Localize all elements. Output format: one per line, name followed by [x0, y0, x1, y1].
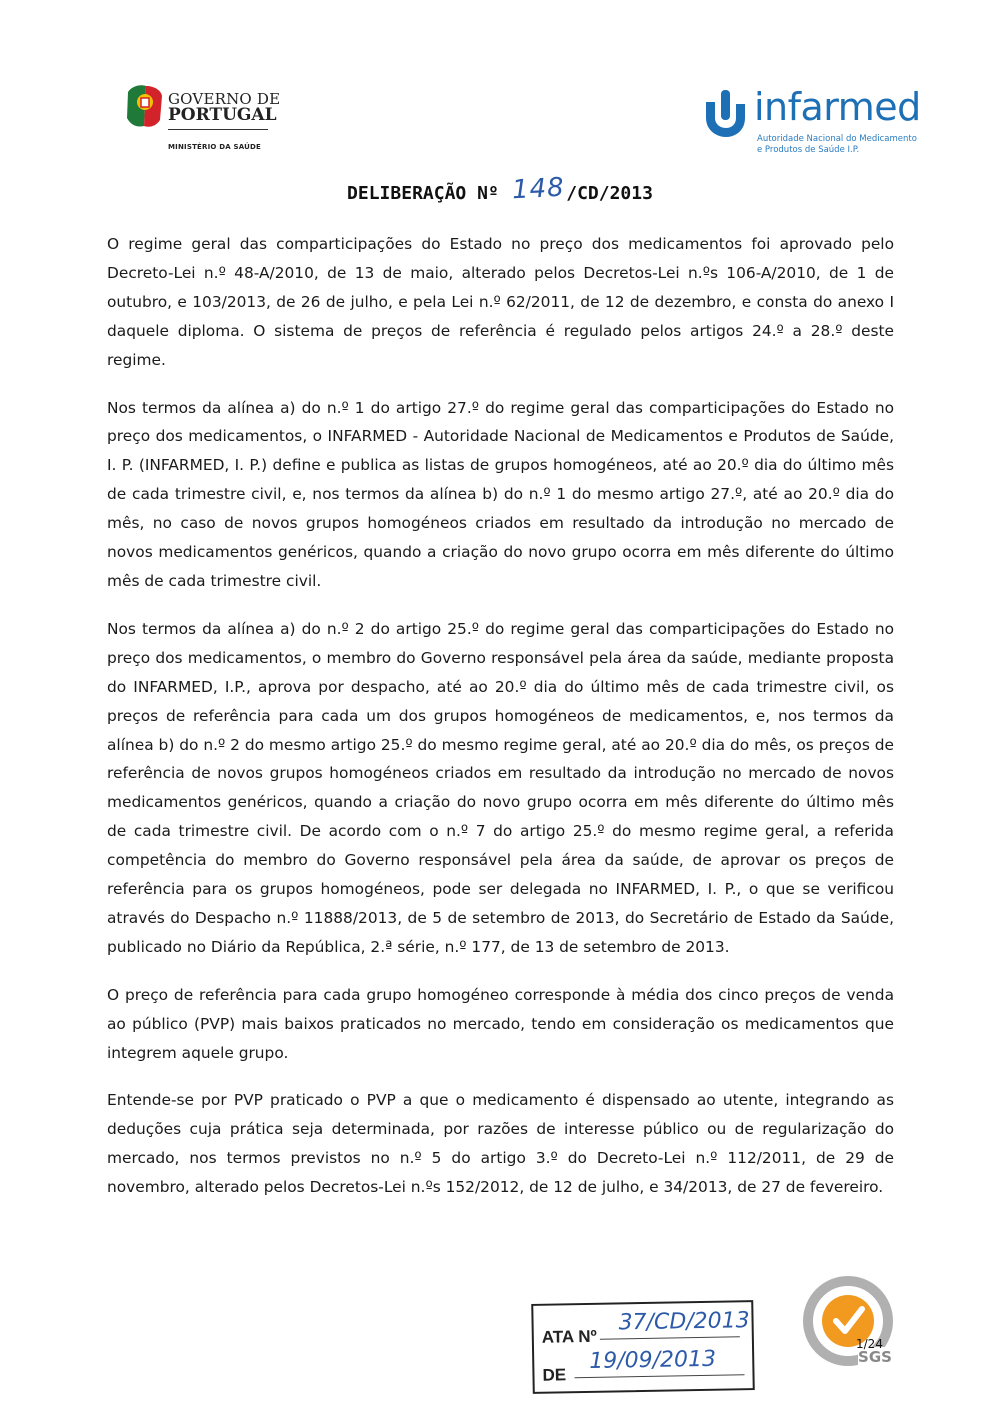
stamp-underline [575, 1374, 745, 1378]
infarmed-wordmark: infarmed [754, 85, 921, 129]
stamp-de-label: DE [542, 1365, 567, 1385]
infarmed-mark-icon [702, 90, 748, 138]
infarmed-subtitle-2: e Produtos de Saúde I.P. [757, 145, 860, 155]
gov-ministry-label: MINISTÉRIO DA SAÚDE [168, 143, 261, 151]
stamp-date-value: 19/09/2013 [589, 1346, 717, 1374]
infarmed-subtitle-1: Autoridade Nacional do Medicamento [757, 134, 917, 144]
handwritten-deliberation-number: 148 [510, 172, 565, 206]
gov-title-line2: PORTUGAL [168, 105, 277, 125]
paragraph: O regime geral das comparticipações do Estado no preço dos medicamentos foi aprovado pelo Decreto-Lei n.º 48-A/2010, de 13 de maio, alterado pelos Decretos-Lei n.ºs 106-A/2010, de 1 de outubro, e 103/2013, de 26 de julho, e pela Lei n.º 62/2011, de 12 de dezembro, e consta do anexo I daquele diploma. O sistema de preços de referência é regulado pelos artigos 24.º a 28.º deste regime. [107, 235, 894, 369]
paragraph: Nos termos da alínea a) do n.º 1 do artigo 27.º do regime geral das comparticipações do Estado no preço dos medicamentos, o INFARMED - Autoridade Nacional de Medicamentos e Produtos de Saúde, I. P. (INFARMED, I. P.) define e publica as listas de grupos homogéneos, até ao 20.º dia do último mês de cada trimestre civil, e, nos termos da alínea b) do n.º 1 do mesmo artigo 27.º, até ao 20.º dia do mês, no caso de novos grupos homogéneos criados em resultado da introdução no mercado de novos medicamentos genéricos, quando a criação do novo grupo ocorra em mês diferente do último mês de cada trimestre civil. [107, 398, 894, 590]
gov-divider [168, 129, 268, 130]
governo-portugal-logo [124, 80, 284, 155]
svg-text:SGS: SGS [858, 1348, 892, 1366]
portugal-emblem-icon [124, 82, 164, 130]
ata-stamp [531, 1300, 755, 1394]
title-suffix: /CD/2013 [566, 183, 653, 204]
sgs-certification-seal-icon [800, 1275, 896, 1371]
stamp-ata-label: ATA Nº [541, 1326, 597, 1347]
page-number: 1/24 [856, 1337, 883, 1351]
paragraph: O preço de referência para cada grupo homogéneo corresponde à média dos cinco preços de venda ao público (PVP) mais baixos praticados no mercado, tendo em consideração os medicamentos que integrem aquele grupo. [107, 985, 894, 1062]
stamp-ata-value: 37/CD/2013 [618, 1308, 750, 1336]
stamp-underline [600, 1336, 740, 1339]
document-title [0, 172, 1000, 206]
gov-title-line1: GOVERNO DE [168, 90, 281, 108]
paragraph: Nos termos da alínea a) do n.º 2 do artigo 25.º do regime geral das comparticipações do Estado no preço dos medicamentos, o membro do Governo responsável pela área da saúde, mediante proposta do INFARMED, I.P., aprova por despacho, até ao 20.º dia do último mês de cada trimestre civil, os preços de referência para cada um dos grupos homogéneos de medicamentos, e, nos termos da alínea b) do n.º 2 do mesmo artigo 25.º do mesmo regime geral, até ao 20.º dia do mês, os preços de referência de novos grupos homogéneos criados em resultado da introdução no mercado de novos medicamentos genéricos, quando a criação do novo grupo ocorra em mês diferente do último mês de cada trimestre civil. De acordo com o n.º 7 do artigo 25.º do mesmo regime geral, a referida competência do membro do Governo responsável pela área da saúde, de aprovar os preços de referência para os grupos homogéneos, pode ser delegada no INFARMED, I. P., o que se verificou através do Despacho n.º 11888/2013, de 5 de setembro de 2013, do Secretário de Estado da Saúde, publicado no Diário da República, 2.ª série, n.º 177, de 13 de setembro de 2013. [107, 619, 894, 956]
document-body [107, 230, 894, 1221]
infarmed-logo [702, 85, 921, 162]
paragraph: Entende-se por PVP praticado o PVP a que o medicamento é dispensado ao utente, integrando as deduções cuja prática seja determinada, por razões de interesse público ou de regularização do mercado, nos termos previstos no n.º 5 do artigo 3.º do Decreto-Lei n.º 112/2011, de 29 de novembro, alterado pelos Decretos-Lei n.ºs 152/2012, de 12 de julho, e 34/2013, de 27 de fevereiro. [107, 1091, 894, 1197]
title-prefix: DELIBERAÇÃO Nº [347, 183, 510, 204]
